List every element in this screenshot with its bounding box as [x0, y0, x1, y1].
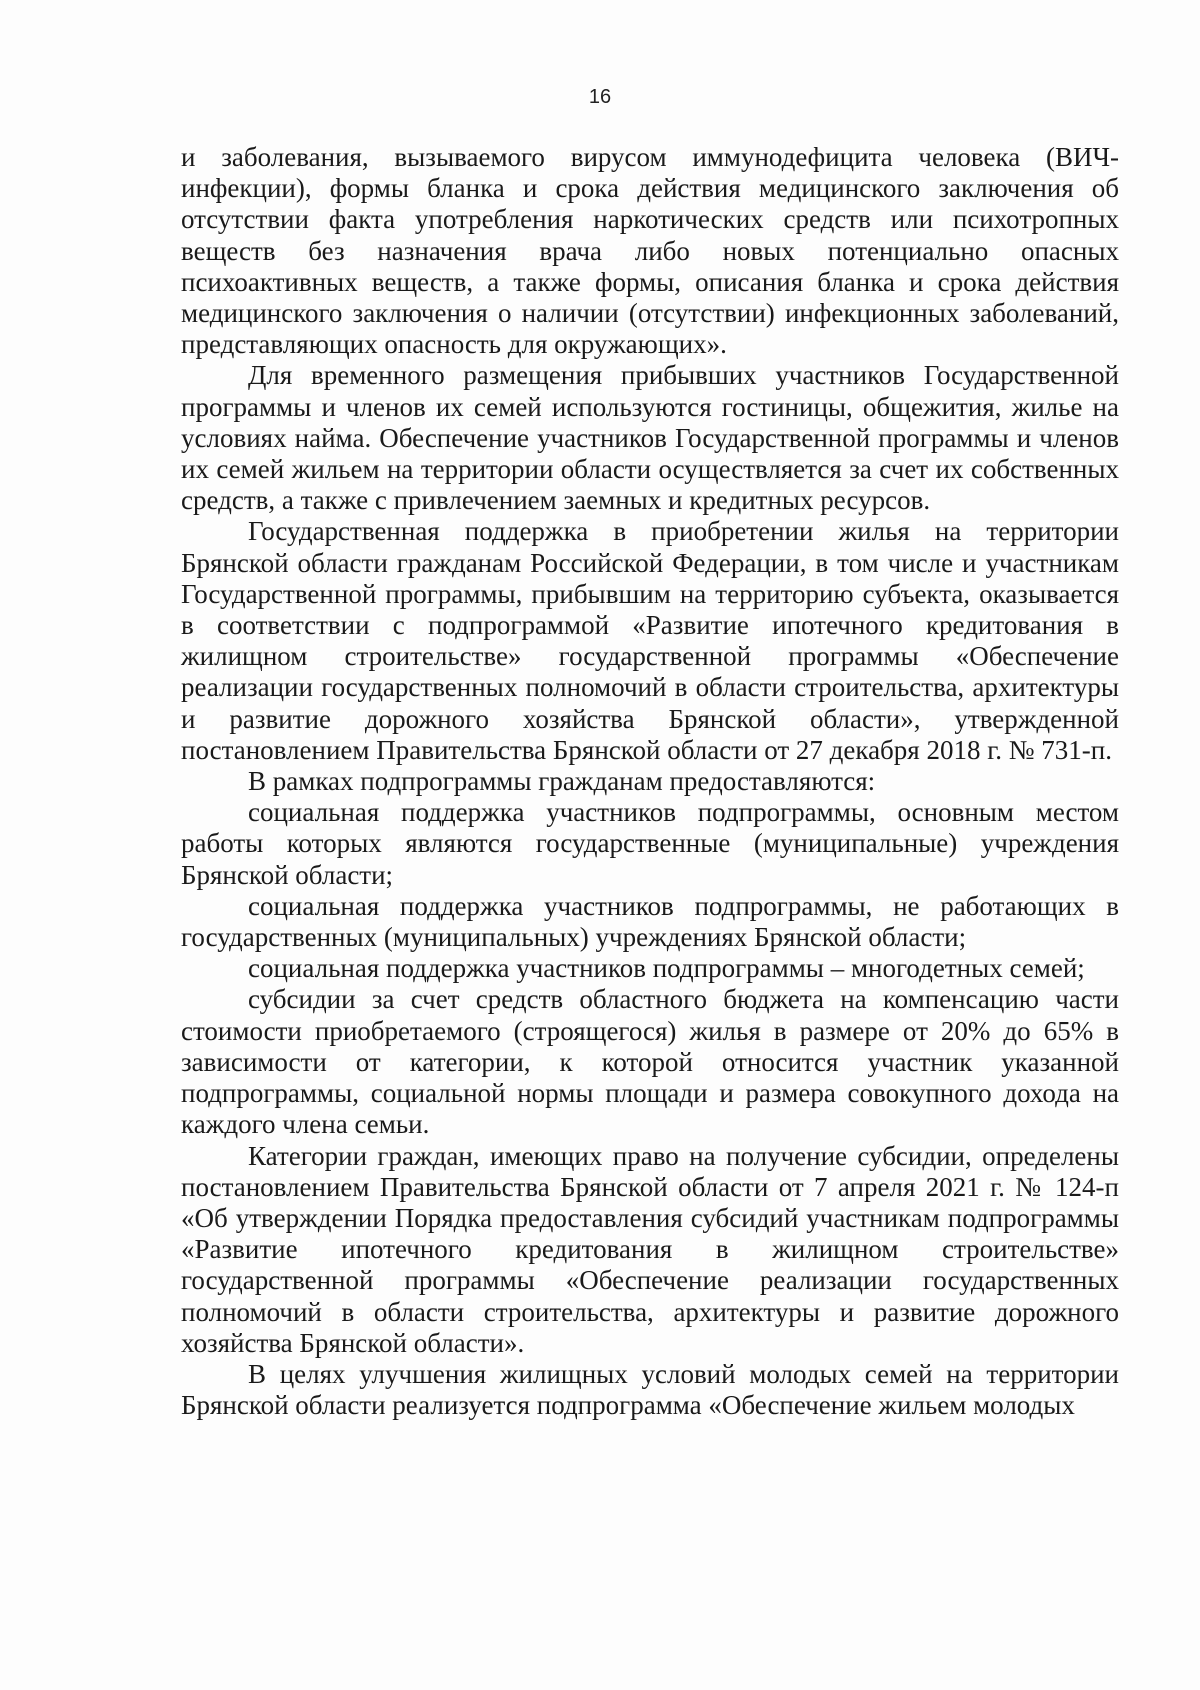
document-body — [181, 142, 1119, 1421]
paragraph-categories: Категории граждан, имеющих право на получение субсидии, определены постановлением Правительства Брянской области от 7 апреля 2021 г. № 124-п «Об утверждении Порядка предоставления субсидий участникам подпрограммы «Развитие ипотечного кредитования в жилищном строительстве» государственной программы «Обеспечение реализации государственных полномочий в области строительства, архитектуры и развитие дорожного хозяйства Брянской области». — [181, 1140, 1119, 1358]
paragraph-continuation: и заболевания, вызываемого вирусом иммунодефицита человека (ВИЧ-инфекции), формы бланка и срока действия медицинского заключения об отсутствии факта употребления наркотических средств или психотропных веществ без назначения врача либо новых потенциально опасных психоактивных веществ, а также формы, описания бланка и срока действия медицинского заключения о наличии (отсутствии) инфекционных заболеваний, представляющих опасность для окружающих». — [181, 142, 1119, 360]
paragraph-subprogram-intro: В рамках подпрограммы гражданам предоставляются: — [248, 766, 876, 797]
page-number: 16 — [588, 86, 612, 108]
list-item-state-employees: социальная поддержка участников подпрограммы, основным местом работы которых являются государственные (муниципальные) учреждения Брянской области; — [181, 797, 1119, 890]
paragraph-temporary-housing: Для временного размещения прибывших участников Государственной программы и членов их семей используются гостиницы, общежития, жилье на условиях найма. Обеспечение участников Государственной программы и членов их семей жильем на территории области осуществляется за счет их собственных средств, а также с привлечением заемных и кредитных ресурсов. — [181, 360, 1119, 516]
list-item-large-families: социальная поддержка участников подпрограммы – многодетных семей; — [248, 953, 1085, 984]
list-item-non-state-employees: социальная поддержка участников подпрограммы, не работающих в государственных (муниципальных) учреждениях Брянской области; — [181, 890, 1119, 953]
paragraph-young-families: В целях улучшения жилищных условий молодых семей на территории Брянской области реализуется подпрограмма «Обеспечение жильем молодых — [181, 1358, 1119, 1421]
paragraph-state-support: Государственная поддержка в приобретении жилья на территории Брянской области гражданам Российской Федерации, в том числе и участникам Государственной программы, прибывшим на территорию субъекта, оказывается в соответствии с подпрограммой «Развитие ипотечного кредитования в жилищном строительстве» государственной программы «Обеспечение реализации государственных полномочий в области строительства, архитектуры и развитие дорожного хозяйства Брянской области», утвержденной постановлением Правительства Брянской области от 27 декабря 2018 г. № 731-п. — [181, 516, 1119, 765]
list-item-subsidies: субсидии за счет средств областного бюджета на компенсацию части стоимости приобретаемого (строящегося) жилья в размере от 20% до 65% в зависимости от категории, к которой относится участник указанной подпрограммы, социальной нормы площади и размера совокупного дохода на каждого члена семьи. — [181, 984, 1119, 1140]
